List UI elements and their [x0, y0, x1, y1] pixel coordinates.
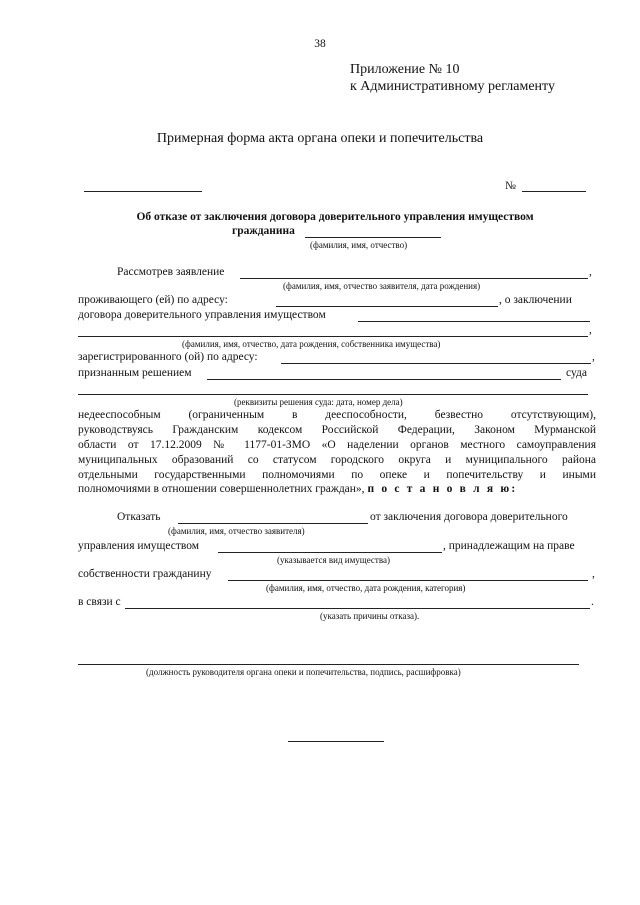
- refuse-applicant-hint: (фамилия, имя, отчество заявителя): [168, 526, 305, 536]
- decree-label: п о с т а н о в л я ю:: [367, 483, 518, 495]
- applicant-blank[interactable]: [240, 278, 588, 279]
- refuse-applicant-blank[interactable]: [178, 523, 368, 524]
- citizen-name-hint: (фамилия, имя, отчество): [310, 240, 408, 250]
- signature-blank[interactable]: [78, 664, 579, 665]
- contract-blank-1[interactable]: [358, 321, 590, 322]
- registered-address-blank[interactable]: [281, 363, 591, 364]
- residing-address-blank[interactable]: [276, 306, 498, 307]
- decision-blank-1[interactable]: [207, 379, 561, 380]
- page-number: 38: [314, 38, 326, 50]
- belonging-label: , принадлежащим на праве: [443, 540, 575, 552]
- residing-label: проживающего (ей) по адресу:: [78, 294, 228, 306]
- applicant-hint: (фамилия, имя, отчество заявителя, дата рождения): [283, 281, 481, 291]
- registered-label: зарегистрированного (ой) по адресу:: [78, 351, 258, 363]
- property-type-blank[interactable]: [218, 552, 442, 553]
- paragraph-line-4: муниципальных образований со статусом городского округа и муниципального района: [78, 454, 596, 466]
- court-hint: (реквизиты решения суда: дата, номер дела): [234, 397, 403, 407]
- decision-blank-2[interactable]: [78, 394, 588, 395]
- signature-hint: (должность руководителя органа опеки и попечительства, подпись, расшифровка): [146, 667, 461, 677]
- citizen-hint: (фамилия, имя, отчество, дата рождения, категория): [266, 583, 466, 593]
- closing-divider: [288, 741, 384, 742]
- doc-title-line-1: Об отказе от заключения договора доверительного управления имуществом: [136, 211, 534, 223]
- paragraph-line-6: полномочиями в отношении совершеннолетних граждан»,: [78, 483, 365, 495]
- paragraph-line-5: отдельными государственными полномочиями по опеке и попечительству и иными: [78, 469, 596, 481]
- recognized-label: признанным решением: [78, 367, 192, 379]
- number-label: №: [505, 180, 516, 192]
- paragraph-line-2: руководствуясь Гражданским кодексом Российской Федерации, Законом Мурманской: [78, 424, 596, 436]
- citizen-name-blank[interactable]: [305, 237, 441, 238]
- paragraph-line-3: области от 17.12.2009 № 1177-01-ЗМО «О наделении органов местного самоуправления: [78, 439, 596, 451]
- due-to-label: в связи с: [78, 596, 121, 608]
- on-conclusion-label: , о заключении: [499, 294, 572, 306]
- doc-title-line-2: гражданина: [232, 225, 295, 237]
- number-blank[interactable]: [522, 191, 586, 192]
- appendix-line-2: к Административному регламенту: [350, 79, 555, 94]
- citizen-blank[interactable]: [228, 580, 588, 581]
- refuse-label: Отказать: [117, 511, 161, 523]
- appendix-line-1: Приложение № 10: [350, 62, 460, 77]
- court-label: суда: [566, 367, 587, 379]
- reasons-hint: (указать причины отказа).: [320, 611, 420, 621]
- management-label: управления имуществом: [78, 540, 200, 552]
- paragraph-line-1: недееспособным (ограниченным в дееспособности, безвестно отсутствующим),: [78, 409, 596, 421]
- considered-label: Рассмотрев заявление: [117, 266, 225, 278]
- owner-hint: (фамилия, имя, отчество, дата рождения, собственника имущества): [182, 339, 441, 349]
- form-title: Примерная форма акта органа опеки и попечительства: [156, 131, 484, 146]
- from-conclusion-label: от заключения договора доверительного: [370, 511, 568, 523]
- ownership-label: собственности гражданину: [78, 568, 212, 580]
- date-blank[interactable]: [84, 191, 202, 192]
- contract-label: договора доверительного управления имуществом: [78, 309, 326, 321]
- reasons-blank[interactable]: [125, 608, 590, 609]
- contract-blank-2[interactable]: [78, 336, 588, 337]
- property-hint: (указывается вид имущества): [277, 555, 390, 565]
